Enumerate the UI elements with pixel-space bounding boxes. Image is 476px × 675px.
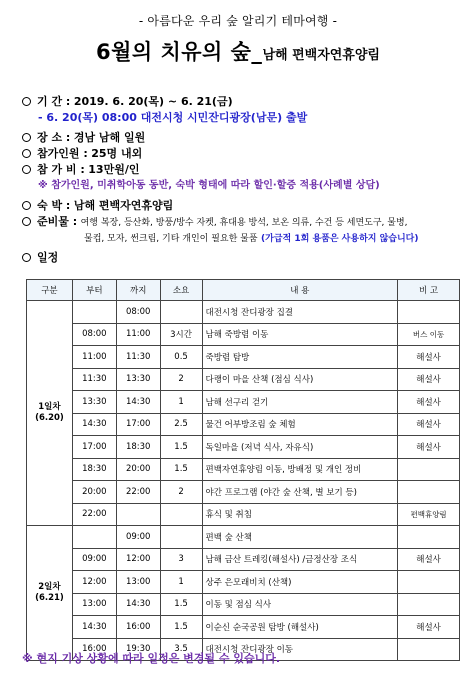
circle-bullet-icon	[22, 133, 31, 142]
header-division: 구분	[27, 280, 73, 301]
fee-label: 참 가 비 :	[37, 163, 85, 176]
cell-to: 14:30	[116, 391, 160, 414]
table-row	[27, 526, 460, 549]
event-title	[0, 36, 476, 66]
cell-to: 14:30	[116, 593, 160, 616]
day-label-line1: 2일차	[38, 582, 61, 592]
period-value: 2019. 6. 20(목) ~ 6. 21(금)	[73, 95, 233, 108]
circle-bullet-icon	[22, 165, 31, 174]
info-section	[22, 94, 462, 266]
cell-to: 08:00	[116, 301, 160, 324]
cell-from: 22:00	[72, 503, 116, 526]
supplies-label: 준비물 :	[37, 215, 78, 228]
cell-to: 12:00	[116, 548, 160, 571]
header-from: 부터	[72, 280, 116, 301]
participants-row	[22, 146, 462, 162]
table-row	[27, 548, 460, 571]
cell-content: 남해 선구리 걷기	[202, 391, 398, 414]
cell-duration: 1	[160, 571, 202, 594]
cell-duration: 1.5	[160, 616, 202, 639]
cell-remarks	[398, 638, 460, 661]
supplies-line1: 여행 복장, 등산화, 방풍/방수 자켓, 휴대용 방석, 보온 의류, 수건 등 세면도구, 물병,	[80, 218, 408, 228]
day-label-line2: (6.21)	[35, 593, 64, 603]
header-content: 내 용	[202, 280, 398, 301]
event-subtitle: - 아름다운 우리 숲 알리기 테마여행 -	[138, 14, 338, 28]
cell-remarks	[398, 481, 460, 504]
table-row	[27, 413, 460, 436]
header-duration: 소요	[160, 280, 202, 301]
cell-from: 13:00	[72, 593, 116, 616]
cell-content: 남해 금산 트레킹(해설사) /금정산장 조식	[202, 548, 398, 571]
circle-bullet-icon	[22, 253, 31, 262]
cell-to: 16:00	[116, 616, 160, 639]
table-row	[27, 616, 460, 639]
circle-bullet-icon	[22, 217, 31, 226]
lodging-label: 숙 박 :	[37, 199, 71, 212]
place-value: 경남 남해 일원	[73, 131, 146, 144]
header-to: 까지	[116, 280, 160, 301]
cell-duration	[160, 301, 202, 324]
cell-remarks: 해설사	[398, 436, 460, 459]
table-row	[27, 391, 460, 414]
cell-to: 09:00	[116, 526, 160, 549]
lodging-row	[22, 198, 462, 214]
cell-content: 편백 숲 산책	[202, 526, 398, 549]
cell-to: 18:30	[116, 436, 160, 459]
cell-duration: 2	[160, 481, 202, 504]
cell-from: 17:00	[72, 436, 116, 459]
cell-from	[72, 526, 116, 549]
table-row	[27, 458, 460, 481]
cell-remarks	[398, 526, 460, 549]
supplies-note: (가급적 1회 용품은 사용하지 않습니다)	[261, 234, 419, 244]
cell-content: 상주 은모래비치 (산책)	[202, 571, 398, 594]
table-row	[27, 503, 460, 526]
cell-duration: 1.5	[160, 436, 202, 459]
cell-content: 독일마을 (저녁 식사, 자유식)	[202, 436, 398, 459]
cell-duration: 2	[160, 368, 202, 391]
table-header-row	[27, 280, 460, 301]
cell-to: 13:30	[116, 368, 160, 391]
cell-from: 09:00	[72, 548, 116, 571]
cell-to: 13:00	[116, 571, 160, 594]
table-row	[27, 368, 460, 391]
cell-to: 11:00	[116, 323, 160, 346]
cell-content: 야간 프로그램 (야간 숲 산책, 별 보기 등)	[202, 481, 398, 504]
footer-note: ※ 현지 기상 상황에 따라 일정은 변경될 수 있습니다.	[22, 652, 281, 665]
cell-duration: 1.5	[160, 593, 202, 616]
table-row	[27, 436, 460, 459]
cell-remarks: 해설사	[398, 413, 460, 436]
cell-to: 11:30	[116, 346, 160, 369]
fee-row	[22, 162, 462, 178]
table-row	[27, 593, 460, 616]
cell-content: 다랭이 마을 산책 (점심 식사)	[202, 368, 398, 391]
cell-remarks: 해설사	[398, 346, 460, 369]
schedule-table	[26, 279, 460, 661]
cell-remarks: 편백휴양림	[398, 503, 460, 526]
cell-content: 휴식 및 취침	[202, 503, 398, 526]
cell-remarks: 해설사	[398, 368, 460, 391]
fee-note: ※ 참가인원, 미취학아동 동반, 숙박 형태에 따라 할인·할증 적용(사례별 상담)	[38, 180, 380, 191]
day-label-line1: 1일차	[38, 402, 61, 412]
supplies-row-2	[22, 230, 462, 246]
cell-from: 13:30	[72, 391, 116, 414]
cell-duration	[160, 526, 202, 549]
cell-remarks: 해설사	[398, 391, 460, 414]
cell-remarks	[398, 458, 460, 481]
participants-value: 25명 내외	[91, 147, 143, 160]
cell-content: 물건 어부방조림 숲 체험	[202, 413, 398, 436]
cell-to: 19:30	[116, 638, 160, 661]
table-row	[27, 323, 460, 346]
table-row	[27, 346, 460, 369]
schedule-label: 일정	[37, 251, 59, 264]
cell-content: 편백자연휴양림 이동, 방배정 및 개인 정비	[202, 458, 398, 481]
schedule-label-row	[22, 250, 462, 266]
departure-row: - 6. 20(목) 08:00 대전시청 시민잔디광장(남문) 출발	[38, 111, 308, 124]
period-row	[22, 94, 462, 110]
cell-from: 11:00	[72, 346, 116, 369]
cell-content: 남해 죽방렴 이동	[202, 323, 398, 346]
lodging-value: 남해 편백자연휴양림	[73, 199, 174, 212]
circle-bullet-icon	[22, 201, 31, 210]
cell-remarks	[398, 593, 460, 616]
supplies-row	[22, 214, 462, 230]
supplies-line2: 물컵, 모자, 썬크림, 기타 개인이 필요한 물품	[84, 234, 258, 244]
place-row	[22, 130, 462, 146]
cell-from: 16:00	[72, 638, 116, 661]
cell-duration: 0.5	[160, 346, 202, 369]
cell-remarks: 해설사	[398, 548, 460, 571]
table-row	[27, 301, 460, 324]
period-label: 기 간 :	[37, 95, 71, 108]
cell-remarks	[398, 301, 460, 324]
fee-value: 13만원/인	[88, 163, 140, 176]
cell-content: 이동 및 점심 식사	[202, 593, 398, 616]
circle-bullet-icon	[22, 149, 31, 158]
cell-remarks: 버스 이동	[398, 323, 460, 346]
cell-from: 12:00	[72, 571, 116, 594]
cell-content: 죽방렴 탐방	[202, 346, 398, 369]
participants-label: 참가인원 :	[37, 147, 88, 160]
cell-to: 20:00	[116, 458, 160, 481]
cell-to	[116, 503, 160, 526]
cell-duration: 3.5	[160, 638, 202, 661]
cell-duration: 2.5	[160, 413, 202, 436]
cell-duration: 3	[160, 548, 202, 571]
table-row	[27, 571, 460, 594]
header-remarks: 비 고	[398, 280, 460, 301]
cell-remarks	[398, 571, 460, 594]
cell-from	[72, 301, 116, 324]
day2-body	[27, 526, 460, 661]
circle-bullet-icon	[22, 97, 31, 106]
cell-content: 이순신 순국공원 탐방 (해설사)	[202, 616, 398, 639]
cell-to: 17:00	[116, 413, 160, 436]
day1-body	[27, 301, 460, 526]
cell-from: 20:00	[72, 481, 116, 504]
cell-from: 14:30	[72, 616, 116, 639]
day-label-line2: (6.20)	[35, 413, 64, 423]
cell-duration: 3시간	[160, 323, 202, 346]
event-title-main: 6월의 치유의 숲_	[95, 40, 263, 64]
cell-from: 11:30	[72, 368, 116, 391]
cell-to: 22:00	[116, 481, 160, 504]
cell-from: 08:00	[72, 323, 116, 346]
day-label	[27, 301, 73, 526]
cell-content: 대전시청 잔디광장 이동	[202, 638, 398, 661]
cell-duration	[160, 503, 202, 526]
day-label	[27, 526, 73, 661]
table-row	[27, 481, 460, 504]
cell-content: 대전시청 잔디광장 집결	[202, 301, 398, 324]
place-label: 장 소 :	[37, 131, 71, 144]
cell-duration: 1	[160, 391, 202, 414]
cell-from: 14:30	[72, 413, 116, 436]
cell-remarks: 해설사	[398, 616, 460, 639]
event-title-sub: 남해 편백자연휴양림	[262, 48, 380, 63]
cell-from: 18:30	[72, 458, 116, 481]
cell-duration: 1.5	[160, 458, 202, 481]
